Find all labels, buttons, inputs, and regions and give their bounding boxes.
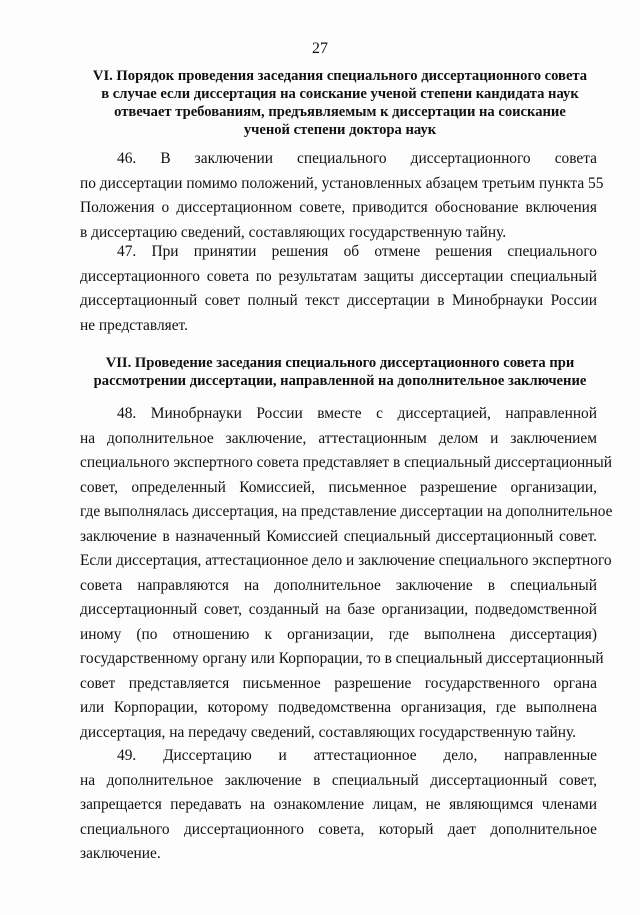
text-line: специального диссертационного совета, который дает дополнительное: [80, 820, 597, 838]
text-line: специального экспертного совета представляет в специальный диссертационный: [80, 454, 612, 471]
text-line: 49. Диссертацию и аттестационное дело, направленные: [117, 747, 597, 764]
text-line: диссертационный совет полный текст диссертации в Минобрнауки России: [80, 292, 597, 309]
text-line: диссертационного совета по результатам защиты диссертации специальный: [80, 267, 597, 285]
text-line: на дополнительное заключение в специальный диссертационный совет,: [80, 771, 597, 789]
text-line: 46. В заключении специального диссертационного совета: [117, 150, 597, 167]
paragraph-47: [80, 240, 597, 338]
text-line: где выполнялась диссертация, на представление диссертации на дополнительное: [80, 503, 613, 520]
section-7-heading: [80, 354, 600, 390]
paragraph-49: [80, 744, 597, 867]
text-line: Если диссертация, аттестационное дело и заключение специального экспертного: [80, 552, 612, 569]
text-line: заключение в назначенный Комиссией специальный диссертационный совет.: [80, 527, 597, 545]
section-6-heading: [80, 67, 600, 139]
text-line: диссертационный совет, созданный на базе организации, подведомственной: [80, 601, 597, 618]
heading-line: отвечает требованиям, предъявляемым к диссертации на соискание: [114, 104, 566, 120]
text-line: или Корпорации, которому подведомственна организация, где выполнена: [80, 699, 597, 716]
text-line: не представляет.: [80, 316, 188, 334]
text-line: 48. Минобрнауки России вместе с диссертацией, направленной: [117, 405, 597, 422]
text-line: совет, определенный Комиссией, письменное разрешение организации,: [80, 478, 597, 496]
text-line: совет представляется письменное разрешение государственного органа: [80, 674, 597, 692]
heading-line: в случае если диссертация на соискание ученой степени кандидата наук: [101, 86, 579, 102]
text-line: в диссертацию сведений, составляющих государственную тайну.: [80, 223, 507, 241]
paragraph-48: [80, 402, 613, 745]
text-line: диссертация, на передачу сведений, составляющих государственную тайну.: [80, 723, 577, 741]
page-number: 27: [312, 40, 328, 57]
text-line: запрещается передавать на ознакомление лицам, не являющимся членами: [80, 796, 597, 813]
text-line: 47. При принятии решения об отмене решения специального: [117, 243, 597, 260]
text-line: по диссертации помимо положений, установленных абзацем третьим пункта 55: [80, 174, 604, 192]
paragraph-46: [80, 147, 604, 245]
heading-line: рассмотрении диссертации, направленной на дополнительное заключение: [93, 373, 587, 389]
text-line: государственному органу или Корпорации, то в специальный диссертационный: [80, 650, 604, 667]
text-line: иному (по отношению к организации, где выполнена диссертация): [80, 625, 597, 643]
heading-line: ученой степени доктора наук: [243, 122, 437, 138]
heading-line: VI. Порядок проведения заседания специального диссертационного совета: [92, 68, 588, 84]
text-line: на дополнительное заключение, аттестационным делом и заключением: [80, 429, 597, 447]
text-line: заключение.: [80, 845, 161, 862]
text-line: совета направляются на дополнительное заключение в специальный: [80, 576, 597, 594]
heading-line: VII. Проведение заседания специального диссертационного совета при: [105, 355, 575, 371]
text-line: Положения о диссертационном совете, приводится обоснование включения: [80, 199, 597, 216]
